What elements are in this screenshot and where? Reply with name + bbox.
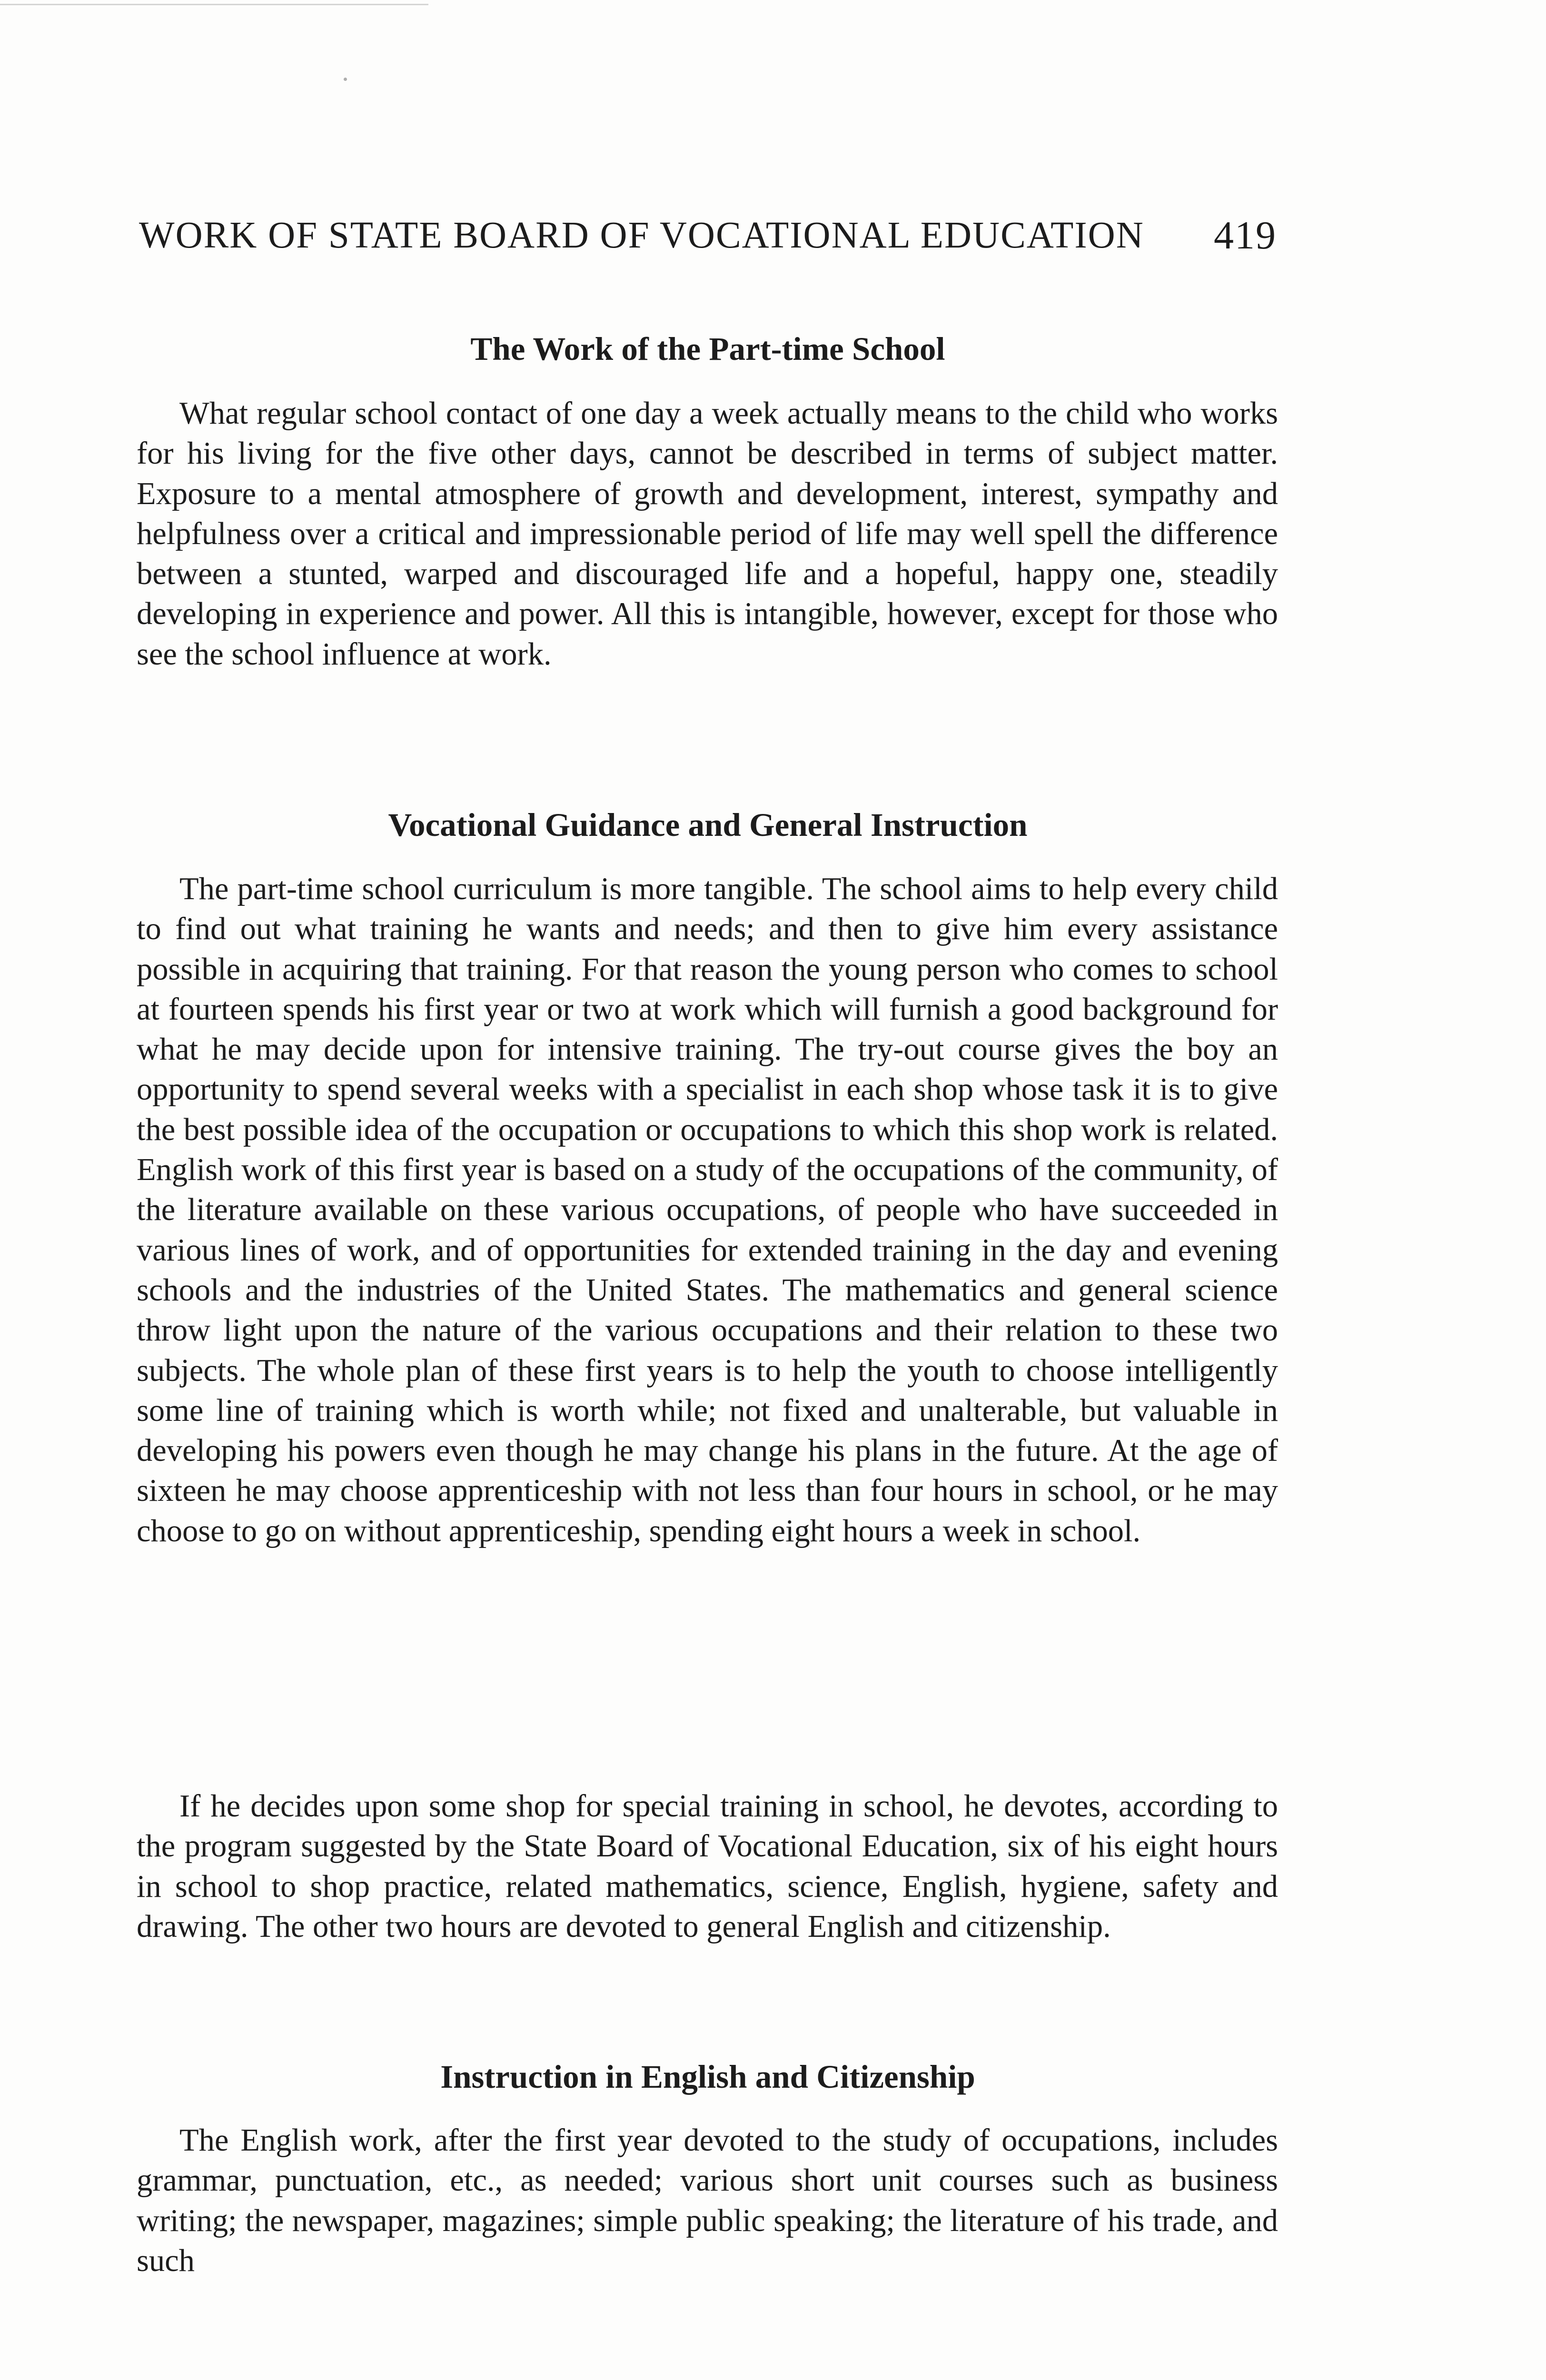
section-heading-part-time-school: The Work of the Part-time School bbox=[470, 331, 945, 367]
running-head-title: WORK OF STATE BOARD OF VOCATIONAL EDUCATION bbox=[139, 215, 1144, 256]
scan-edge-mark bbox=[0, 4, 428, 5]
running-head bbox=[139, 209, 1277, 262]
section-heading-english-citizenship: Instruction in English and Citizenship bbox=[440, 2059, 975, 2095]
page-number: 419 bbox=[1214, 213, 1277, 258]
paragraph-special-training: If he decides upon some shop for special training in school, he devotes, according to the program suggested by the State Board of Vocational Education, six of his eight hours in school to shop practice, related mathematics, science, English, hygiene, safety and drawing. The other two hours are devoted to general English and citizenship. bbox=[137, 1789, 1278, 1944]
paragraph-english-work: The English work, after the first year devoted to the study of occupations, includes grammar, punctuation, etc., as needed; various short unit courses such as business writing; the newspaper, magazines; simple public speaking; the literature of his trade, and such bbox=[137, 2123, 1278, 2278]
paragraph-part-time-school: What regular school contact of one day a week actually means to the child who works for his living for the five other days, cannot be described in terms of subject matter. Exposure to a mental atmosphere of growth and development, interest, sympathy and helpfulness over a critical and impressionable period of life may well spell the difference between a stunted, warped and discouraged life and a hopeful, happy one, steadily developing in experience and power. All this is intangible, however, except for those who see the school influence at work. bbox=[137, 396, 1278, 672]
paragraph-curriculum: The part-time school curriculum is more tangible. The school aims to help every child to find out what training he wants and needs; and then to give him every assistance possible in acquiring that training. For that reason the young person who comes to school at fourteen spends his first year or two at work which will furnish a good background for what he may decide upon for intensive training. The try-out course gives the boy an opportunity to spend several weeks with a specialist in each shop whose task it is to give the best possible idea of the occupation or occupations to which this shop work is related. English work of this first year is based on a study of the occupations of the community, of the literature available on these various occupations, of people who have succeeded in various lines of work, and of opportunities for extended training in the day and evening schools and the industries of the United States. The mathematics and general science throw light upon the nature of the various occupations and their relation to these two subjects. The whole plan of these first years is to help the youth to choose intelligently some line of training which is worth while; not fixed and unalterable, but valuable in developing his powers even though he may change his plans in the future. At the age of sixteen he may choose apprenticeship with not less than four hours in school, or he may choose to go on without apprenticeship, spending eight hours a week in school. bbox=[137, 872, 1278, 1548]
scan-dust-speck bbox=[344, 78, 347, 81]
section-heading-vocational-guidance: Vocational Guidance and General Instruction bbox=[388, 807, 1028, 843]
